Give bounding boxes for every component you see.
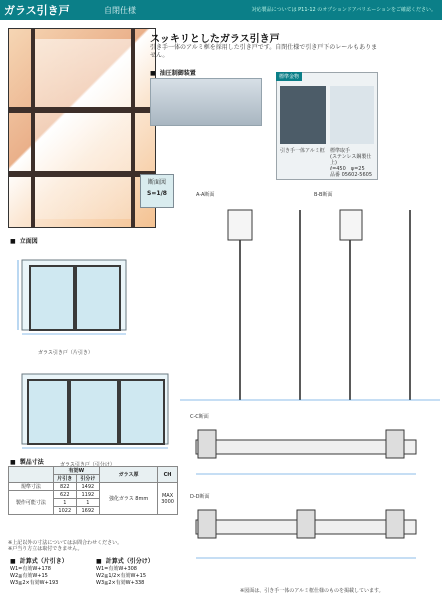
calc-double: W1=有効W+308 W2≧1/2×有効W+15 W3≧2×有効W+338 [96, 566, 147, 586]
section-bb-label: B-B断面 [314, 192, 333, 198]
door-glass [35, 39, 131, 219]
table-head-effective: 有効W [53, 467, 99, 475]
bottom-note: ※図面は、引き手一体のアルミ框仕様のものを掲載しています。 [240, 588, 384, 594]
calc-single: W1=有効W+178 W2≦有効W+15 W3≧2×有効W+193 [10, 566, 59, 586]
product-photo [8, 28, 156, 228]
product-title: ■ 製品寸法 [10, 457, 44, 466]
table-head-glass: ガラス厚 [99, 467, 157, 483]
section-reference: 断面図 S=1/8 [140, 174, 174, 208]
table-head-blank [9, 467, 54, 483]
section-aa-label: A-A断面 [196, 192, 215, 198]
table-sub-single: 片引き [53, 475, 76, 483]
elevation-single-diagram [8, 244, 168, 354]
table-head-ch: CH [158, 467, 178, 483]
header-note: 対応製品については P11-12 のオプションドアバリエーションをご確認ください。 [251, 7, 436, 13]
hardware-left-caption: 引き手一体アルミ框 [280, 148, 325, 154]
hardware-right-caption: 標準取手 (ステンレス鋼製仕上) ℓ=450 φ=25 品番 05602-5605 [330, 148, 373, 178]
intro-headline: スッキリとしたガラス引き戸 [150, 34, 280, 45]
elevation-double-diagram [8, 360, 188, 460]
page-title: ガラス引き戸 [4, 4, 70, 17]
single-caption: ガラス引き戸（片引き） [38, 350, 93, 356]
cell-glass: 強化ガラス 8mm [99, 483, 157, 515]
cell: 1492 [76, 483, 99, 491]
cell: 1022 [53, 507, 76, 515]
row-label: 規準寸法 [9, 483, 54, 491]
handle-photo [280, 86, 326, 144]
frame-bar [9, 107, 156, 113]
section-cc-diagram [186, 420, 436, 490]
cell: 1 [76, 499, 99, 507]
calc-double-title: ■ 計算式（引分け） [96, 556, 154, 565]
table-notes: ※上記以外の寸法についてはお問合わせください。 ※戸当り方立は取付できません。 [8, 540, 123, 552]
frame-bar [9, 171, 156, 177]
section-dd-label: D-D断面 [190, 494, 210, 500]
double-caption: ガラス引き戸（引分け） [60, 462, 115, 468]
closer-label: ■ 油圧制御装置 [150, 68, 196, 77]
elevation-title: ■ 立面図 [10, 236, 38, 245]
closer-image [150, 78, 262, 126]
cell: 1692 [76, 507, 99, 515]
page-subtitle: 自閉仕様 [104, 6, 136, 15]
calc-single-title: ■ 計算式（片引き） [10, 556, 68, 565]
intro-description: 引き手一体のアルミ框を採用した引き戸です。自閉仕様で引き戸下のレールもありません。 [150, 44, 378, 59]
cell: 1 [53, 499, 76, 507]
cell: 622 [53, 491, 76, 499]
row-label: 製作可能寸法 [9, 491, 54, 515]
handle-photo-2 [330, 86, 374, 144]
cell: 1192 [76, 491, 99, 499]
cell: 822 [53, 483, 76, 491]
standard-hardware-label: 標準金物 [276, 72, 302, 81]
section-aa-bb-diagram [180, 200, 440, 420]
table-sub-double: 引分け [76, 475, 99, 483]
section-cc-label: C-C断面 [190, 414, 209, 420]
page-header [0, 0, 442, 20]
product-table [8, 466, 178, 515]
section-dd-diagram [186, 500, 436, 580]
cell-ch: MAX 3000 [158, 483, 178, 515]
